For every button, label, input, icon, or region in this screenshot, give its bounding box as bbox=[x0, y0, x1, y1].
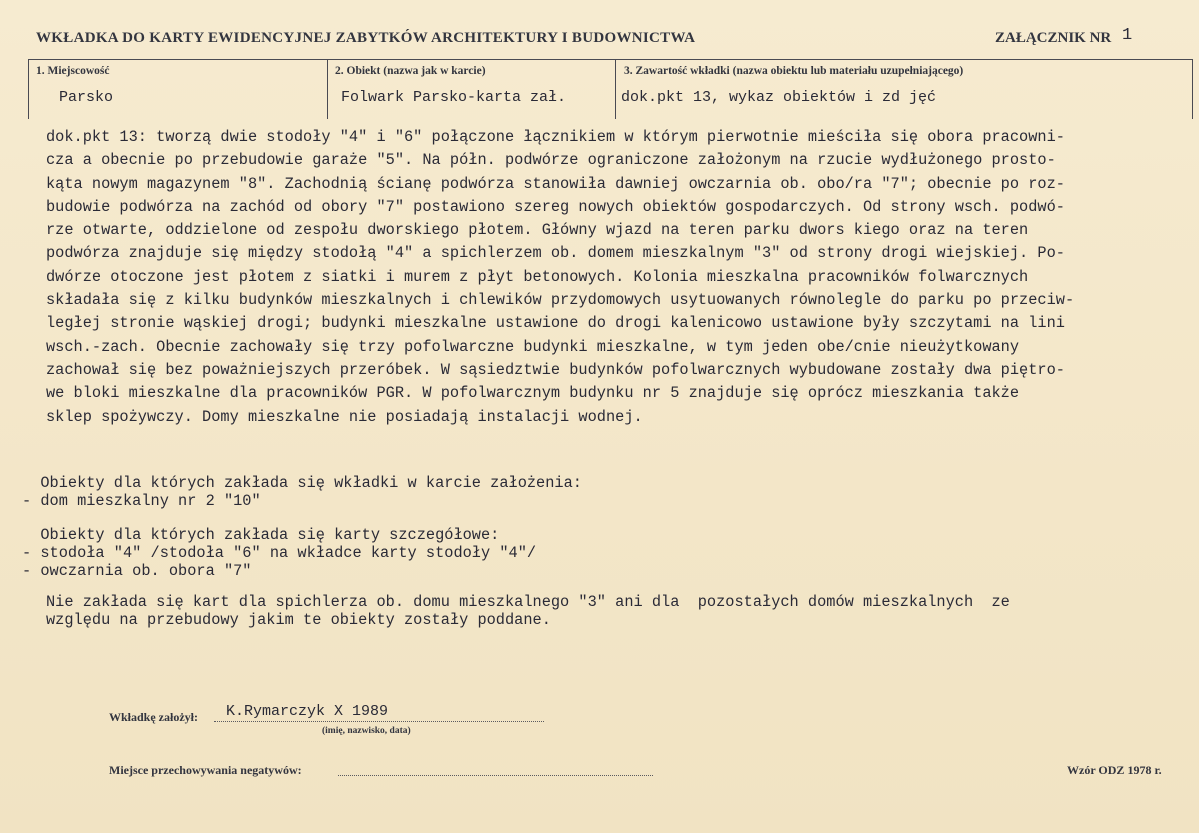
body-line: podwórza znajduje się między stodołą "4" a spichlerzem ob. domem mieszkalnym "3" od strony drogi wiejskiej. Po- bbox=[46, 244, 1065, 263]
object-value: Folwark Parsko-karta zał. bbox=[341, 89, 567, 106]
objects-section bbox=[22, 474, 582, 580]
closing-line: względu na przebudowy jakim te obiekty zostały poddane. bbox=[46, 611, 551, 629]
body-line: składała się z kilku budynków mieszkalnych i chlewików przydomowych usytuowanych równolegle do parku po przeciw- bbox=[46, 291, 1075, 310]
body-line: sklep spożywczy. Domy mieszkalne nie posiadają instalacji wodnej. bbox=[46, 407, 643, 426]
body-line: dwórze otoczone jest płotem z siatki i murem z płyt betonowych. Kolonia mieszkalna pracowników folwarcznych bbox=[46, 267, 1029, 286]
locality-label: 1. Miejscowość bbox=[36, 65, 110, 77]
body-line: budowie podwórza na zachód od obory "7" postawiono szereg nowych obiektów gospodarczych. Od strony wsch. podwó- bbox=[46, 197, 1065, 216]
object-label: 2. Obiekt (nazwa jak w karcie) bbox=[335, 65, 486, 77]
negatives-line bbox=[338, 775, 653, 776]
description-body bbox=[46, 126, 1196, 429]
form-code: Wzór ODZ 1978 r. bbox=[1067, 763, 1162, 777]
closing-line: Nie zakłada się kart dla spichlerza ob. domu mieszkalnego "3" ani dla pozostałych domów mieszkalnych ze bbox=[46, 593, 1010, 611]
closing-paragraph bbox=[46, 593, 1010, 629]
founder-caption: (imię, nazwisko, data) bbox=[322, 726, 411, 736]
objects-intro-detail-cards: Obiekty dla których zakłada się karty szczegółowe: bbox=[22, 526, 500, 544]
card-title: WKŁADKA DO KARTY EWIDENCYJNEJ ZABYTKÓW ARCHITEKTURY I BUDOWNICTWA bbox=[36, 30, 696, 46]
body-line: kąta nowym magazynem "8". Zachodnią ścianę podwórza stanowiła dawniej owczarnia ob. obo/ra "7"; obecnie po roz- bbox=[46, 174, 1065, 193]
body-line: dok.pkt 13: tworzą dwie stodoły "4" i "6" połączone łącznikiem w którym pierwotnie mieściła się obora pracowni- bbox=[46, 128, 1065, 146]
field-box-right-border bbox=[1192, 59, 1193, 119]
objects-list-item: - stodoła "4" /stodoła "6" na wkładce karty stodoły "4"/ bbox=[22, 544, 537, 562]
objects-intro-inserts: Obiekty dla których zakłada się wkładki w karcie założenia: bbox=[22, 474, 582, 492]
locality-value: Parsko bbox=[59, 89, 114, 106]
contents-value: dok.pkt 13, wykaz obiektów i zd jęć bbox=[621, 89, 937, 106]
field-divider-2 bbox=[615, 59, 616, 119]
body-line: rze otwarte, oddzielone od zespołu dworskiego płotem. Główny wjazd na teren parku dwors kiego oraz na teren bbox=[46, 221, 1029, 240]
body-line: ległej stronie wąskiej drogi; budynki mieszkalne ustawione do drogi kalenicowo ustawione były szczytami na lini bbox=[46, 314, 1065, 333]
objects-list-item: - dom mieszkalny nr 2 "10" bbox=[22, 492, 261, 510]
negatives-label: Miejsce przechowywania negatywów: bbox=[109, 763, 302, 777]
field-divider-1 bbox=[327, 59, 328, 119]
field-box-top-border bbox=[28, 59, 1193, 60]
founder-label: Wkładkę założył: bbox=[109, 710, 198, 724]
body-line: zachował się bez poważniejszych przeróbek. W sąsiedztwie budynków pofolwarcznych wybudowane zostały dwa piętro- bbox=[46, 360, 1065, 379]
attachment-number: 1 bbox=[1122, 26, 1133, 45]
body-line: cza a obecnie po przebudowie garaże "5". Na półn. podwórze ograniczone założonym na rzucie wydłużonego prosto- bbox=[46, 151, 1056, 170]
founder-signature-line bbox=[214, 721, 544, 722]
contents-label: 3. Zawartość wkładki (nazwa obiektu lub materiału uzupełniającego) bbox=[624, 65, 964, 77]
attachment-label: ZAŁĄCZNIK NR bbox=[995, 30, 1112, 46]
founder-value: K.Rymarczyk X 1989 bbox=[226, 703, 389, 720]
body-line: we bloki mieszkalne dla pracowników PGR. W pofolwarcznym budynku nr 5 znajduje się oprócz mieszkania także bbox=[46, 384, 1020, 403]
body-line: wsch.-zach. Obecnie zachowały się trzy pofolwarczne budynki mieszkalne, w tym jeden obe/cnie nieużytkowany bbox=[46, 337, 1020, 356]
field-box-left-border bbox=[28, 59, 29, 119]
objects-list-item: - owczarnia ob. obora "7" bbox=[22, 562, 252, 580]
